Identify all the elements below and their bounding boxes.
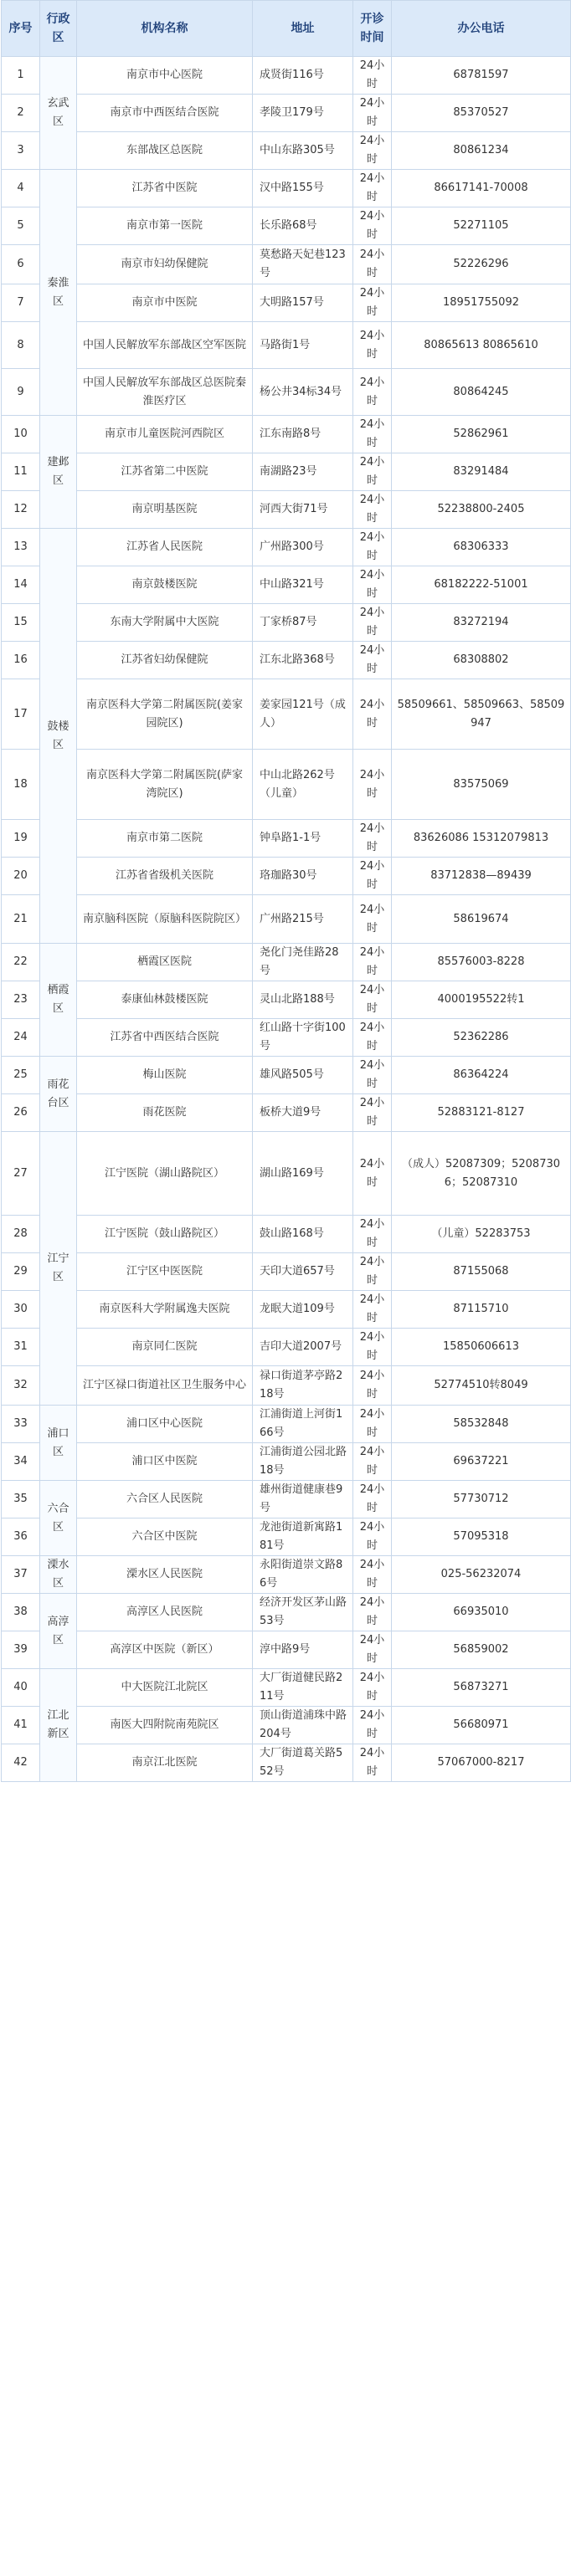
cell-phone: 57730712 xyxy=(392,1481,571,1518)
cell-name: 中大医院江北院区 xyxy=(77,1669,253,1707)
table-row xyxy=(2,1329,571,1366)
cell-hours: 24小时 xyxy=(353,1481,392,1518)
cell-hours: 24小时 xyxy=(353,566,392,604)
cell-phone: 58619674 xyxy=(392,895,571,944)
table-body xyxy=(2,57,571,1782)
cell-phone: 52883121-8127 xyxy=(392,1094,571,1132)
cell-hours: 24小时 xyxy=(353,453,392,491)
cell-hours: 24小时 xyxy=(353,491,392,529)
cell-phone: 52238800-2405 xyxy=(392,491,571,529)
cell-address: 湖山路169号 xyxy=(253,1132,353,1216)
table-row xyxy=(2,491,571,529)
cell-district: 鼓楼区 xyxy=(40,529,77,944)
table-row xyxy=(2,529,571,566)
cell-hours: 24小时 xyxy=(353,895,392,944)
cell-name: 南京医科大学附属逸夫医院 xyxy=(77,1291,253,1329)
cell-hours: 24小时 xyxy=(353,944,392,981)
cell-phone: 52774510转8049 xyxy=(392,1366,571,1406)
cell-name: 江苏省人民医院 xyxy=(77,529,253,566)
cell-district: 栖霞区 xyxy=(40,944,77,1057)
table-row xyxy=(2,57,571,95)
cell-district: 江北新区 xyxy=(40,1669,77,1782)
cell-name: 南京医科大学第二附属医院(姜家园院区) xyxy=(77,679,253,750)
cell-name: 江苏省省级机关医院 xyxy=(77,858,253,895)
cell-no: 20 xyxy=(2,858,40,895)
cell-address: 大厂街道健民路211号 xyxy=(253,1669,353,1707)
cell-no: 13 xyxy=(2,529,40,566)
cell-name: 中国人民解放军东部战区空军医院 xyxy=(77,322,253,369)
cell-address: 江东北路368号 xyxy=(253,642,353,679)
header-no: 序号 xyxy=(2,1,40,57)
cell-no: 6 xyxy=(2,245,40,284)
cell-no: 26 xyxy=(2,1094,40,1132)
cell-phone: 58509661、58509663、58509947 xyxy=(392,679,571,750)
cell-address: 大明路157号 xyxy=(253,284,353,322)
cell-no: 36 xyxy=(2,1518,40,1556)
cell-name: 梅山医院 xyxy=(77,1057,253,1094)
table-row xyxy=(2,1406,571,1443)
table-row xyxy=(2,604,571,642)
cell-phone: 80864245 xyxy=(392,369,571,416)
cell-phone: 58532848 xyxy=(392,1406,571,1443)
cell-address: 南湖路23号 xyxy=(253,453,353,491)
cell-no: 24 xyxy=(2,1019,40,1057)
cell-hours: 24小时 xyxy=(353,1291,392,1329)
cell-name: 六合区中医院 xyxy=(77,1518,253,1556)
cell-address: 板桥大道9号 xyxy=(253,1094,353,1132)
cell-address: 长乐路68号 xyxy=(253,207,353,245)
cell-district: 雨花台区 xyxy=(40,1057,77,1132)
cell-name: 浦口区中医院 xyxy=(77,1443,253,1481)
cell-no: 8 xyxy=(2,322,40,369)
cell-name: 雨花医院 xyxy=(77,1094,253,1132)
cell-no: 18 xyxy=(2,750,40,820)
table-row xyxy=(2,369,571,416)
cell-name: 南京江北医院 xyxy=(77,1744,253,1782)
cell-no: 5 xyxy=(2,207,40,245)
cell-address: 禄口街道茅亭路218号 xyxy=(253,1366,353,1406)
cell-name: 江苏省中西医结合医院 xyxy=(77,1019,253,1057)
cell-hours: 24小时 xyxy=(353,679,392,750)
cell-phone: 68308802 xyxy=(392,642,571,679)
cell-address: 杨公井34标34号 xyxy=(253,369,353,416)
table-row xyxy=(2,1744,571,1782)
cell-address: 中山北路262号（儿童） xyxy=(253,750,353,820)
cell-address: 灵山北路188号 xyxy=(253,981,353,1019)
cell-hours: 24小时 xyxy=(353,1744,392,1782)
cell-district: 溧水区 xyxy=(40,1556,77,1594)
cell-name: 南京市中心医院 xyxy=(77,57,253,95)
cell-district: 高淳区 xyxy=(40,1594,77,1669)
table-row xyxy=(2,1669,571,1707)
table-row xyxy=(2,679,571,750)
cell-hours: 24小时 xyxy=(353,1329,392,1366)
cell-no: 1 xyxy=(2,57,40,95)
cell-hours: 24小时 xyxy=(353,642,392,679)
table-row xyxy=(2,858,571,895)
cell-phone: 85576003-8228 xyxy=(392,944,571,981)
cell-no: 4 xyxy=(2,170,40,207)
cell-name: 江苏省第二中医院 xyxy=(77,453,253,491)
cell-hours: 24小时 xyxy=(353,207,392,245)
header-phone: 办公电话 xyxy=(392,1,571,57)
cell-address: 孝陵卫179号 xyxy=(253,95,353,132)
cell-name: 江苏省中医院 xyxy=(77,170,253,207)
cell-address: 广州路300号 xyxy=(253,529,353,566)
cell-no: 30 xyxy=(2,1291,40,1329)
cell-name: 栖霞区医院 xyxy=(77,944,253,981)
cell-phone: 52226296 xyxy=(392,245,571,284)
cell-address: 中山路321号 xyxy=(253,566,353,604)
cell-name: 江宁医院（湖山路院区） xyxy=(77,1132,253,1216)
table-row xyxy=(2,453,571,491)
table-row xyxy=(2,750,571,820)
cell-no: 14 xyxy=(2,566,40,604)
cell-phone: 68182222-51001 xyxy=(392,566,571,604)
cell-no: 38 xyxy=(2,1594,40,1631)
cell-district: 秦淮区 xyxy=(40,170,77,416)
table-row xyxy=(2,1019,571,1057)
cell-phone: 87155068 xyxy=(392,1253,571,1291)
cell-name: 江宁区禄口街道社区卫生服务中心 xyxy=(77,1366,253,1406)
cell-name: 中国人民解放军东部战区总医院秦淮医疗区 xyxy=(77,369,253,416)
cell-name: 浦口区中心医院 xyxy=(77,1406,253,1443)
cell-address: 鼓山路168号 xyxy=(253,1216,353,1253)
cell-address: 广州路215号 xyxy=(253,895,353,944)
cell-name: 南京医科大学第二附属医院(萨家湾院区) xyxy=(77,750,253,820)
cell-address: 大厂街道葛关路552号 xyxy=(253,1744,353,1782)
table-row xyxy=(2,245,571,284)
cell-name: 泰康仙林鼓楼医院 xyxy=(77,981,253,1019)
cell-hours: 24小时 xyxy=(353,1518,392,1556)
cell-no: 42 xyxy=(2,1744,40,1782)
cell-phone: 68781597 xyxy=(392,57,571,95)
cell-address: 珞珈路30号 xyxy=(253,858,353,895)
cell-phone: 15850606613 xyxy=(392,1329,571,1366)
table-row xyxy=(2,132,571,170)
table-row xyxy=(2,981,571,1019)
cell-hours: 24小时 xyxy=(353,1556,392,1594)
cell-address: 尧化门尧佳路28号 xyxy=(253,944,353,981)
cell-no: 19 xyxy=(2,820,40,858)
header-district: 行政区 xyxy=(40,1,77,57)
cell-no: 33 xyxy=(2,1406,40,1443)
cell-no: 7 xyxy=(2,284,40,322)
cell-hours: 24小时 xyxy=(353,1019,392,1057)
cell-phone: 80861234 xyxy=(392,132,571,170)
hospital-table xyxy=(1,0,571,1782)
cell-phone: 80865613 80865610 xyxy=(392,322,571,369)
cell-phone: 025-56232074 xyxy=(392,1556,571,1594)
cell-name: 南医大四附院南苑院区 xyxy=(77,1707,253,1744)
cell-name: 江宁医院（鼓山路院区） xyxy=(77,1216,253,1253)
cell-phone: 56873271 xyxy=(392,1669,571,1707)
cell-phone: 83626086 15312079813 xyxy=(392,820,571,858)
table-row xyxy=(2,207,571,245)
cell-no: 17 xyxy=(2,679,40,750)
cell-name: 南京脑科医院（原脑科医院院区） xyxy=(77,895,253,944)
cell-no: 37 xyxy=(2,1556,40,1594)
cell-phone: 86617141-70008 xyxy=(392,170,571,207)
cell-hours: 24小时 xyxy=(353,1631,392,1669)
cell-hours: 24小时 xyxy=(353,1594,392,1631)
cell-address: 红山路十字街100号 xyxy=(253,1019,353,1057)
cell-name: 高淳区人民医院 xyxy=(77,1594,253,1631)
header-hours: 开诊时间 xyxy=(353,1,392,57)
cell-no: 29 xyxy=(2,1253,40,1291)
cell-hours: 24小时 xyxy=(353,1094,392,1132)
cell-phone: 52862961 xyxy=(392,416,571,453)
cell-no: 34 xyxy=(2,1443,40,1481)
cell-hours: 24小时 xyxy=(353,322,392,369)
cell-hours: 24小时 xyxy=(353,1366,392,1406)
cell-no: 15 xyxy=(2,604,40,642)
cell-name: 南京市儿童医院河西院区 xyxy=(77,416,253,453)
cell-name: 南京市妇幼保健院 xyxy=(77,245,253,284)
cell-hours: 24小时 xyxy=(353,1132,392,1216)
cell-phone: 4000195522转1 xyxy=(392,981,571,1019)
cell-no: 2 xyxy=(2,95,40,132)
cell-hours: 24小时 xyxy=(353,820,392,858)
table-row xyxy=(2,284,571,322)
cell-phone: 66935010 xyxy=(392,1594,571,1631)
cell-no: 3 xyxy=(2,132,40,170)
table-row xyxy=(2,1707,571,1744)
cell-no: 27 xyxy=(2,1132,40,1216)
cell-district: 浦口区 xyxy=(40,1406,77,1481)
cell-no: 25 xyxy=(2,1057,40,1094)
cell-hours: 24小时 xyxy=(353,245,392,284)
cell-name: 南京同仁医院 xyxy=(77,1329,253,1366)
header-name: 机构名称 xyxy=(77,1,253,57)
cell-district: 建邺区 xyxy=(40,416,77,529)
cell-phone: 69637221 xyxy=(392,1443,571,1481)
cell-address: 江浦街道公园北路18号 xyxy=(253,1443,353,1481)
cell-phone: 52271105 xyxy=(392,207,571,245)
cell-address: 龙眠大道109号 xyxy=(253,1291,353,1329)
cell-address: 雄州街道健康巷9号 xyxy=(253,1481,353,1518)
cell-hours: 24小时 xyxy=(353,1707,392,1744)
cell-address: 雄风路505号 xyxy=(253,1057,353,1094)
cell-hours: 24小时 xyxy=(353,132,392,170)
cell-address: 钟阜路1-1号 xyxy=(253,820,353,858)
table-row xyxy=(2,170,571,207)
cell-phone: 86364224 xyxy=(392,1057,571,1094)
cell-address: 经济开发区茅山路53号 xyxy=(253,1594,353,1631)
cell-no: 21 xyxy=(2,895,40,944)
table-row xyxy=(2,1631,571,1669)
cell-no: 23 xyxy=(2,981,40,1019)
header-address: 地址 xyxy=(253,1,353,57)
cell-address: 龙池街道新寓路181号 xyxy=(253,1518,353,1556)
cell-hours: 24小时 xyxy=(353,95,392,132)
cell-phone: 56680971 xyxy=(392,1707,571,1744)
cell-hours: 24小时 xyxy=(353,284,392,322)
cell-phone: 68306333 xyxy=(392,529,571,566)
cell-no: 12 xyxy=(2,491,40,529)
table-row xyxy=(2,895,571,944)
cell-hours: 24小时 xyxy=(353,1216,392,1253)
cell-hours: 24小时 xyxy=(353,1669,392,1707)
cell-name: 东南大学附属中大医院 xyxy=(77,604,253,642)
table-row xyxy=(2,1481,571,1518)
cell-phone: 83291484 xyxy=(392,453,571,491)
cell-no: 40 xyxy=(2,1669,40,1707)
cell-address: 河西大街71号 xyxy=(253,491,353,529)
table-row xyxy=(2,820,571,858)
cell-hours: 24小时 xyxy=(353,750,392,820)
cell-name: 六合区人民医院 xyxy=(77,1481,253,1518)
cell-phone: 83575069 xyxy=(392,750,571,820)
cell-phone: 87115710 xyxy=(392,1291,571,1329)
cell-hours: 24小时 xyxy=(353,170,392,207)
cell-phone: （成人）52087309；52087306；52087310 xyxy=(392,1132,571,1216)
cell-district: 江宁区 xyxy=(40,1132,77,1406)
cell-hours: 24小时 xyxy=(353,1406,392,1443)
cell-hours: 24小时 xyxy=(353,858,392,895)
cell-phone: 83272194 xyxy=(392,604,571,642)
cell-address: 顶山街道浦珠中路204号 xyxy=(253,1707,353,1744)
table-row xyxy=(2,1253,571,1291)
cell-district: 玄武区 xyxy=(40,57,77,170)
cell-hours: 24小时 xyxy=(353,1443,392,1481)
table-row xyxy=(2,1518,571,1556)
cell-address: 莫愁路天妃巷123号 xyxy=(253,245,353,284)
header-row xyxy=(2,1,571,57)
table-row xyxy=(2,1216,571,1253)
cell-no: 35 xyxy=(2,1481,40,1518)
cell-hours: 24小时 xyxy=(353,1057,392,1094)
cell-no: 10 xyxy=(2,416,40,453)
cell-address: 永阳街道崇文路86号 xyxy=(253,1556,353,1594)
cell-no: 41 xyxy=(2,1707,40,1744)
cell-name: 江宁区中医医院 xyxy=(77,1253,253,1291)
cell-address: 淳中路9号 xyxy=(253,1631,353,1669)
cell-no: 32 xyxy=(2,1366,40,1406)
cell-phone: 52362286 xyxy=(392,1019,571,1057)
cell-no: 16 xyxy=(2,642,40,679)
cell-name: 东部战区总医院 xyxy=(77,132,253,170)
cell-no: 28 xyxy=(2,1216,40,1253)
cell-name: 南京市第一医院 xyxy=(77,207,253,245)
cell-phone: 83712838—89439 xyxy=(392,858,571,895)
cell-hours: 24小时 xyxy=(353,529,392,566)
cell-phone: 85370527 xyxy=(392,95,571,132)
cell-hours: 24小时 xyxy=(353,604,392,642)
cell-hours: 24小时 xyxy=(353,369,392,416)
cell-hours: 24小时 xyxy=(353,416,392,453)
cell-address: 天印大道657号 xyxy=(253,1253,353,1291)
cell-address: 成贤街116号 xyxy=(253,57,353,95)
cell-name: 南京市中医院 xyxy=(77,284,253,322)
table-row xyxy=(2,1366,571,1406)
cell-phone: 57067000-8217 xyxy=(392,1744,571,1782)
cell-name: 高淳区中医院（新区） xyxy=(77,1631,253,1669)
cell-name: 江苏省妇幼保健院 xyxy=(77,642,253,679)
cell-name: 南京市中西医结合医院 xyxy=(77,95,253,132)
table-row xyxy=(2,1094,571,1132)
cell-address: 中山东路305号 xyxy=(253,132,353,170)
table-row xyxy=(2,95,571,132)
cell-address: 吉印大道2007号 xyxy=(253,1329,353,1366)
cell-district: 六合区 xyxy=(40,1481,77,1556)
table-row xyxy=(2,944,571,981)
cell-address: 马路街1号 xyxy=(253,322,353,369)
table-row xyxy=(2,1556,571,1594)
table-row xyxy=(2,1594,571,1631)
cell-phone: 18951755092 xyxy=(392,284,571,322)
cell-name: 南京明基医院 xyxy=(77,491,253,529)
table-row xyxy=(2,1291,571,1329)
cell-no: 9 xyxy=(2,369,40,416)
cell-phone: （儿童）52283753 xyxy=(392,1216,571,1253)
table-row xyxy=(2,642,571,679)
cell-no: 11 xyxy=(2,453,40,491)
cell-no: 22 xyxy=(2,944,40,981)
cell-address: 丁家桥87号 xyxy=(253,604,353,642)
table-row xyxy=(2,322,571,369)
table-row xyxy=(2,416,571,453)
cell-address: 江东南路8号 xyxy=(253,416,353,453)
cell-hours: 24小时 xyxy=(353,981,392,1019)
cell-name: 南京鼓楼医院 xyxy=(77,566,253,604)
cell-hours: 24小时 xyxy=(353,57,392,95)
cell-name: 溧水区人民医院 xyxy=(77,1556,253,1594)
table-row xyxy=(2,1132,571,1216)
cell-no: 31 xyxy=(2,1329,40,1366)
cell-phone: 56859002 xyxy=(392,1631,571,1669)
table-row xyxy=(2,1443,571,1481)
cell-name: 南京市第二医院 xyxy=(77,820,253,858)
table-row xyxy=(2,566,571,604)
cell-hours: 24小时 xyxy=(353,1253,392,1291)
cell-address: 汉中路155号 xyxy=(253,170,353,207)
cell-address: 姜家园121号（成人） xyxy=(253,679,353,750)
cell-phone: 57095318 xyxy=(392,1518,571,1556)
table-row xyxy=(2,1057,571,1094)
cell-address: 江浦街道上河街166号 xyxy=(253,1406,353,1443)
cell-no: 39 xyxy=(2,1631,40,1669)
